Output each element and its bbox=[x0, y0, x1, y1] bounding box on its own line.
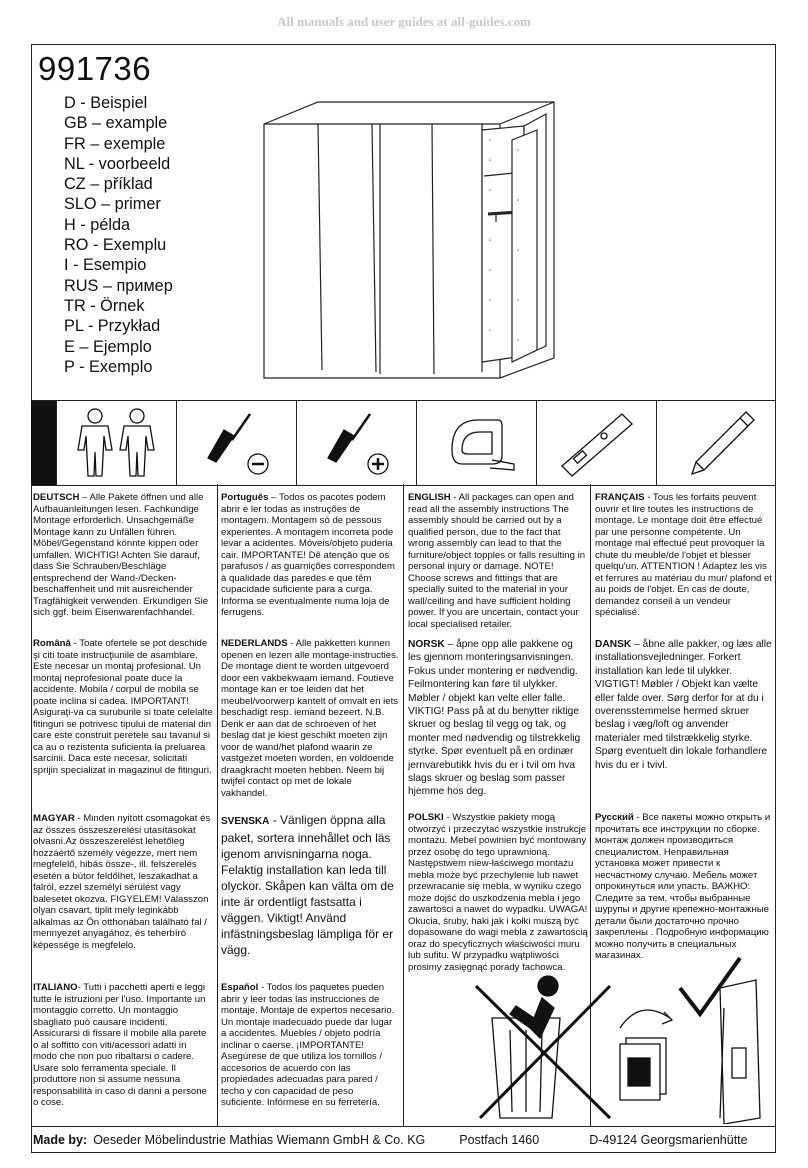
section-body: – åpne opp alle pakkene og les gjennom monteringsanvisningen. Fokus under montering er nødvendig. Feilmontering kan føre til ulykker. Møbler / objekt kan velte eller falle. VIKTIG! Pass på at du benytter riktige skruer og beslag til vegg og tak, og monter med nødvendig og tilstrekkelig styrke. Spør eventuelt på en ordinær jernvarebutikk hvis du er i tvil om hva slags skruer og beslag som passer hjemme hos deg. bbox=[408, 639, 581, 798]
section-heading: Română bbox=[33, 638, 71, 649]
pencil-icon bbox=[656, 401, 776, 485]
city-address: D-49124 Georgsmarienhütte bbox=[589, 1133, 748, 1147]
section-body: - Tous les forfaits peuvent ouvrir et lire toutes les instructions de montage. Le montage doit être effectué par une personne compétente. Un montage mal effectué peut provoquer la chute du meuble/de l'objet et blesser quelqu'un. ATTENTION ! Adaptez les vis et ferrures au matériau du mur/ plafond et au poids de l'objet. En cas de doute, demandez conseil à un vendeur spécialisé. bbox=[595, 492, 773, 618]
language-item: E – Ejemplo bbox=[64, 337, 152, 356]
language-item: SLO – primer bbox=[64, 195, 161, 214]
section-body: - Wszystkie pakiety mogą otworzyć i przeczytać wszystkie instrukcje montażu. Mebel powinien być montowany przez osobę do tego uprawnioną. Następstwem niew-łaściwego montażu mebla może być przechylenie lub nawet przewracanie się mebla, w wyniku czego może dojść do uszkodzenia mebla i jego zawartości a nawet do wypadku. UWAGA! Okucia, śruby, haki jak i kołki muszą być dopasowane do wagi mebla z zawartością oraz do specyficznych właściwości muru lub sufitu. W przypadku wątpliwości prosimy zasięgnąć porady fachowca. bbox=[408, 812, 588, 973]
section-heading: FRANÇAIS bbox=[595, 492, 645, 503]
article-number: 991736 bbox=[38, 50, 152, 87]
section-heading: DEUTSCH bbox=[33, 492, 80, 503]
section-magyar bbox=[33, 813, 213, 951]
tool-icon-bar bbox=[31, 400, 776, 486]
section-body: - Alle pakketten kunnen openen en lezen alle montage-instructies. De montage dient te worden uitgevoerd door een vakbekwaam iemand. Foutieve montage kan er toe leiden dat het meubel/voorwerp kantelt of omvalt en iets beschadigt resp. iemand bezeert. N.B. Denk er aan dat de schroeven of het beslag dat je kiest geschikt moeten zijn voor de wand/het plafond waarin ze vastgezet moeten worden, en voldoende draagkracht moeten hebben. Neem bij twijfel contact op met de lokale vakhandel. bbox=[221, 638, 399, 799]
section-francais bbox=[595, 492, 773, 619]
language-item: FR – exemple bbox=[64, 134, 166, 153]
section-heading: ITALIANO bbox=[33, 982, 78, 993]
section-romana bbox=[33, 638, 213, 776]
section-heading: ENGLISH bbox=[408, 492, 451, 503]
section-espanol bbox=[221, 982, 399, 1109]
language-item: TR - Örnek bbox=[64, 296, 145, 315]
phillips-screwdriver-icon bbox=[296, 401, 416, 485]
section-body: - Toate ofertele se pot deschide şi citi toate instrucţiunile de asamblare. Este necesar un montaj profesional. Un montaj neprofesional poate duce la accidente. Mobila / corpul de mobila se poate inclina si cadea. IMPORTANT! Asiguraţi-va ca suruburile si toate celelalte fitinguri se potrivesc tipului de material din care este construit peretele sau tavanul si ca au o rezistenta suficienta la preluarea sarcinii. Daca este necesar, solicitati sprijin specializat in magazinul de fitinguri. bbox=[33, 638, 213, 776]
section-deutsch bbox=[33, 492, 213, 619]
wardrobe-illustration bbox=[262, 100, 572, 380]
section-norsk bbox=[408, 638, 588, 799]
section-body: - All packages can open and read all the assembly instructions The assembly should be carried out by a qualified person, due to the fact that wrong assembly can lead to that the furniture/object topples or falls resulting in personal injury or damage. NOTE! Choose screws and fittings that are specially suited to the material in your wall/ceiling and have sufficient holding power. If you are uncertain, contact your local specialised retailer. bbox=[408, 492, 586, 630]
section-body: – åbne alle pakker, og læs alle installationsvejledninger. Forkert installation kan lede til ulykker. VIGTIGT! Møbler / Objekt kan vælte eller falde over. Sørg derfor for at du i overensstemmelse hermed skruer beslag i væg/loft og anvender materialer med tilstrækkelig styrke. Spørg eventuelt din lokale forhandlere hvis du er i tvivl. bbox=[595, 639, 772, 771]
postbox: Postfach 1460 bbox=[459, 1133, 540, 1147]
language-item: NL - voorbeeld bbox=[64, 154, 171, 173]
section-portugues bbox=[221, 492, 399, 619]
section-heading: POLSKI bbox=[408, 812, 444, 823]
language-item: PL - Przykład bbox=[64, 317, 161, 336]
section-body: - Minden nyitott csomagokat és az összes összeszerelési utasításokat olvasni.Az összeszerelést lehetőleg hozzáértő személy végezze, mert nem megfelelő, hibás össze-, ill. felszerelés esetén a bútor feldőlhet, leszakadhat a falról, ezzel személyi sérülést vagy balesetet okozva. FIGYELEM! Válasszon olyan csavart, tiplit mely leginkább alkalmas az Ön otthonában található fal / mennyezet anyagához, és teherbíró képessége is megfelelo. bbox=[33, 813, 211, 951]
language-item: RO - Exemplu bbox=[64, 236, 167, 255]
language-item: H - példa bbox=[64, 215, 131, 234]
language-item: D - Beispiel bbox=[64, 94, 148, 112]
section-english bbox=[408, 492, 588, 630]
section-body: - Tutti i pacchetti aperti e leggi tutte le istruzioni per l'uso. Importante un montaggio corretto. Un montaggio sbagliato può causare incidenti. Assicurarsi di fissare il mobile alla parete o al soffitto con viti/acessori adatti in modo che non puo ribaltarsi o cadere. Usare solo ferramenta speciale. Il produttore non si assume nessuna responsabilità in caso di danni a persone o cose. bbox=[33, 982, 207, 1108]
tape-measure-icon bbox=[416, 401, 536, 485]
black-marker bbox=[31, 401, 56, 485]
language-item: CZ – příklad bbox=[64, 175, 153, 194]
section-heading: DANSK bbox=[595, 639, 632, 650]
section-nederlands bbox=[221, 638, 399, 799]
spirit-level-icon bbox=[536, 401, 656, 485]
language-item: P - Exemplo bbox=[64, 357, 153, 376]
disposal-illustration bbox=[470, 868, 770, 1124]
language-item: I - Esempio bbox=[64, 256, 147, 275]
section-body: - Все пакеты можно открыть и прочитать все инструкции по сборке. монтаж должен производиться специалистом. Неправильная установка может привести к несчастному случаю. Мебель может опрокинуться или упасть. ВАЖНО: Следите за тем, чтобы выбранные шурупы и другие крепежно-монтажные детали были достаточно прочно закреплены . Подробную информацию можно получить в специальных магазинах. bbox=[595, 812, 771, 961]
section-body: – Alle Pakete öffnen und alle Aufbauanleitungen lesen. Fachkundige Montage erforderlich. Unsachgemäße Montage kann zu Unfällen führen. Möbel/Gegenstand könnte kippen oder umfallen. WICHTIG! Achten Sie darauf, dass Sie Schrauben/Beschläge entsprechend der Wand-/Decken-beschaffenheit und mit ausreichender Tragfähigkeit verwenden. Erkundigen Sie sich ggf. beim Eisenwarenfachhandel. bbox=[33, 492, 209, 618]
section-heading: SVENSKA bbox=[221, 816, 270, 827]
section-heading: MAGYAR bbox=[33, 813, 75, 824]
site-banner: All manuals and user guides at all-guides.com bbox=[277, 14, 531, 29]
language-item: GB – example bbox=[64, 114, 168, 133]
section-heading: Español bbox=[221, 982, 259, 993]
section-dansk bbox=[595, 638, 773, 772]
section-heading: NORSK bbox=[408, 639, 445, 650]
section-heading: Русский bbox=[595, 812, 634, 823]
section-heading: NEDERLANDS bbox=[221, 638, 288, 649]
section-heading: Português bbox=[221, 492, 269, 503]
section-svenska bbox=[221, 812, 399, 958]
company-name: Oeseder Möbelindustrie Mathias Wiemann GmbH & Co. KG bbox=[93, 1133, 426, 1147]
section-italiano bbox=[33, 982, 213, 1109]
language-list bbox=[64, 93, 173, 377]
footer bbox=[31, 1126, 776, 1153]
section-body: - Todos los paquetes pueden abrir y leer todas las instrucciones de montaje. Montaje de expertos necesario. Un montaje inadecuado puede dar lugar a accidentes. Muebles / objeto podría inclinar o caerse. ¡IMPORTANTE! Asegúrese de que utiliza los tornillos / accesorios de acuerdo con las propiedades adecuadas para pared / techo y con capacidad de peso suficiente. Infórmese en su ferretería. bbox=[221, 982, 395, 1108]
section-body: – Todos os pacotes podem abrir e ler todas as instruções de montagem. Montagem só de pessous experientes. A montagem incorreta pode levar a acidentes. Móveis/objeto puderia cair. IMPORTANTE! Dê atenção que os parafusos / as guarnições correspondem à qualidade das paredes e que têm cupacidade suficiente para a curga. Informa se eventualmente numa loja de ferrugens. bbox=[221, 492, 395, 618]
flat-screwdriver-icon bbox=[176, 401, 296, 485]
two-persons-icon bbox=[56, 401, 176, 485]
made-by-label: Made by: bbox=[33, 1133, 88, 1147]
language-item: RUS – пример bbox=[64, 276, 173, 295]
section-body: - Vänligen öppna alla paket, sortera innehållet och läs igenom anvisningarna noga. Felaktig installation kan leda till olyckor. Skåpen kan välta om de inte är ordentligt fastsatta i väggen. Viktigt! Använd infästningsbeslag lämpliga för er vägg. bbox=[221, 813, 394, 957]
